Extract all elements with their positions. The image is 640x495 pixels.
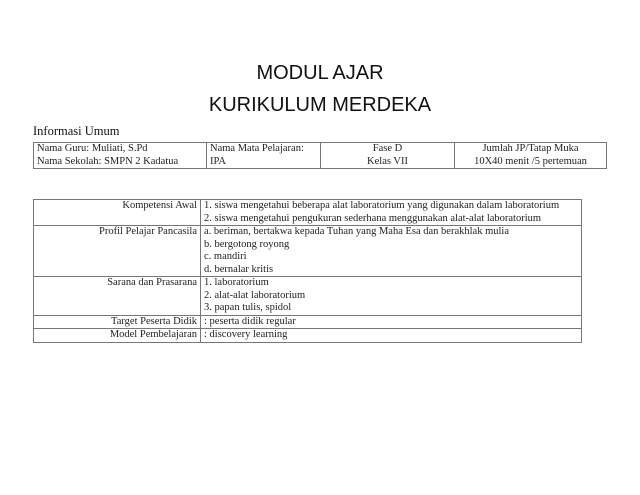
class-value: Kelas VII (367, 155, 408, 167)
row-label: Profil Pelajar Pancasila (34, 226, 201, 277)
lesson-hours-value: 10X40 menit /5 pertemuan (474, 155, 587, 167)
row-content (201, 329, 582, 343)
document-subtitle: KURIKULUM MERDEKA (208, 94, 432, 116)
subject-label: Nama Mata Pelajaran: (210, 143, 304, 154)
list-item: : discovery learning (204, 329, 288, 340)
table-row-sarana-prasarana (34, 277, 582, 316)
row-content (201, 200, 582, 226)
school-name: Nama Sekolah: SMPN 2 Kadatua (37, 155, 179, 167)
subject-value: IPA (210, 155, 226, 167)
row-content (201, 277, 582, 316)
list-item: 2. siswa mengetahui pengukuran sederhana menggunakan alat-alat laboratorium (204, 212, 542, 224)
document-title: MODUL AJAR (256, 62, 384, 84)
table-row-kompetensi-awal (34, 200, 582, 226)
list-item: b. bergotong royong (204, 238, 290, 250)
row-content (201, 315, 582, 329)
lesson-hours-cell (455, 143, 607, 169)
subject-cell (207, 143, 321, 169)
lesson-hours-label: Jumlah JP/Tatap Muka (482, 143, 579, 154)
list-item: d. bernalar kritis (204, 263, 274, 275)
module-detail-table (33, 199, 582, 343)
list-item: 2. alat-alat laboratorium (204, 289, 306, 301)
list-item: 1. laboratorium (204, 277, 269, 288)
row-label: Model Pembelajaran (34, 329, 201, 343)
general-info-table (33, 142, 607, 169)
list-item: 1. siswa mengetahui beberapa alat laboratorium yang digunakan dalam laboratorium (204, 200, 560, 211)
info-row (34, 143, 607, 169)
row-label: Sarana dan Prasarana (34, 277, 201, 316)
list-item: 3. papan tulis, spidol (204, 302, 292, 313)
list-item: a. beriman, bertakwa kepada Tuhan yang Maha Esa dan berakhlak mulia (204, 226, 509, 237)
list-item: c. mandiri (204, 251, 247, 262)
row-label: Kompetensi Awal (34, 200, 201, 226)
teacher-name: Nama Guru: Muliati, S.Pd (37, 143, 148, 154)
row-label: Target Peserta Didik (34, 315, 201, 329)
table-row-model-pembelajaran (34, 329, 582, 343)
phase-value: Fase D (372, 143, 403, 154)
table-row-target-peserta-didik (34, 315, 582, 329)
section-heading-informasi-umum: Informasi Umum (33, 124, 120, 138)
phase-class-cell (321, 143, 455, 169)
list-item: : peserta didik regular (204, 315, 296, 327)
table-row-profil-pelajar-pancasila (34, 226, 582, 277)
row-content (201, 226, 582, 277)
teacher-school-cell (34, 143, 207, 169)
